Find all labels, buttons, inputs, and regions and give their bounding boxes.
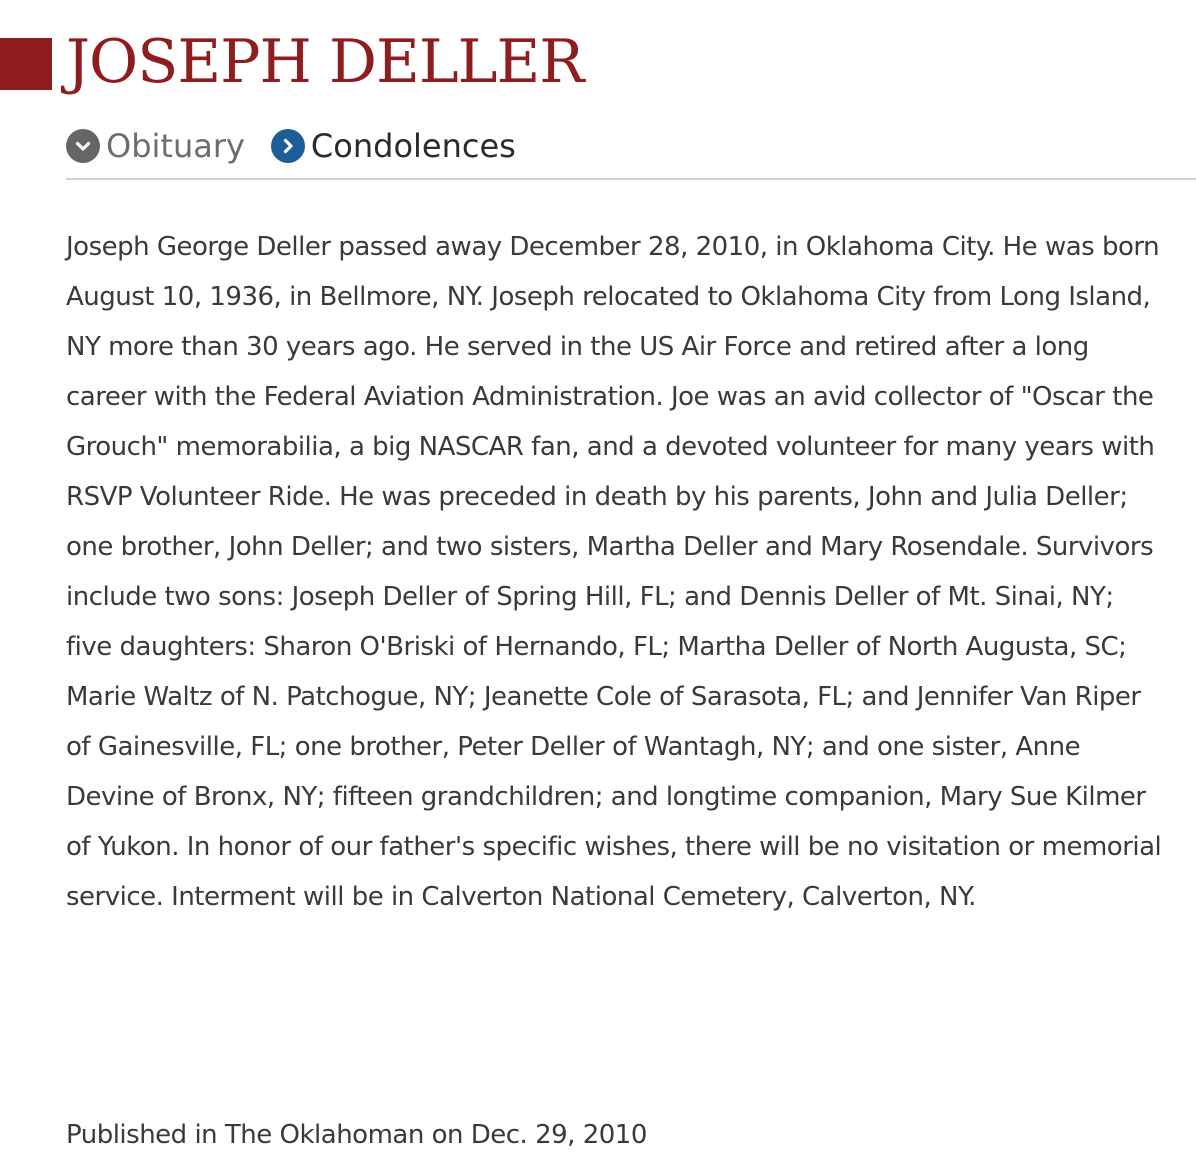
section-tabs: [66, 122, 1196, 180]
title-accent-bar: [0, 38, 52, 90]
chevron-right-icon: [271, 129, 305, 163]
tab-obituary[interactable]: [66, 122, 245, 170]
obituary-body: Joseph George Deller passed away December 28, 2010, in Oklahoma City. He was born August 10, 1936, in Bellmore, NY. Joseph relocated to Oklahoma City from Long Island, NY more than 30 years ago. He served in the US Air Force and retired after a long career with the Federal Aviation Administration. Joe was an avid collector of "Oscar the Grouch" memorabilia, a big NASCAR fan, and a devoted volunteer for many years with RSVP Volunteer Ride. He was preceded in death by his parents, John and Julia Deller; one brother, John Deller; and two sisters, Martha Deller and Mary Rosendale. Survivors include two sons: Joseph Deller of Spring Hill, FL; and Dennis Deller of Mt. Sinai, NY; five daughters: Sharon O'Briski of Hernando, FL; Martha Deller of North Augusta, SC; Marie Waltz of N. Patchogue, NY; Jeanette Cole of Sarasota, FL; and Jennifer Van Riper of Gainesville, FL; one brother, Peter Deller of Wantagh, NY; and one sister, Anne Devine of Bronx, NY; fifteen grandchildren; and longtime companion, Mary Sue Kilmer of Yukon. In honor of our father's specific wishes, there will be no visitation or memorial service. Interment will be in Calverton National Cemetery, Calverton, NY.: [66, 232, 1162, 912]
chevron-down-icon: [66, 129, 100, 163]
tab-condolences[interactable]: [271, 122, 516, 170]
tab-condolences-label: Condolences: [310, 127, 516, 165]
tab-obituary-label: Obituary: [106, 127, 245, 165]
page-title: JOSEPH DELLER: [66, 27, 584, 97]
publication-notice: Published in The Oklahoman on Dec. 29, 2010: [66, 1120, 647, 1150]
